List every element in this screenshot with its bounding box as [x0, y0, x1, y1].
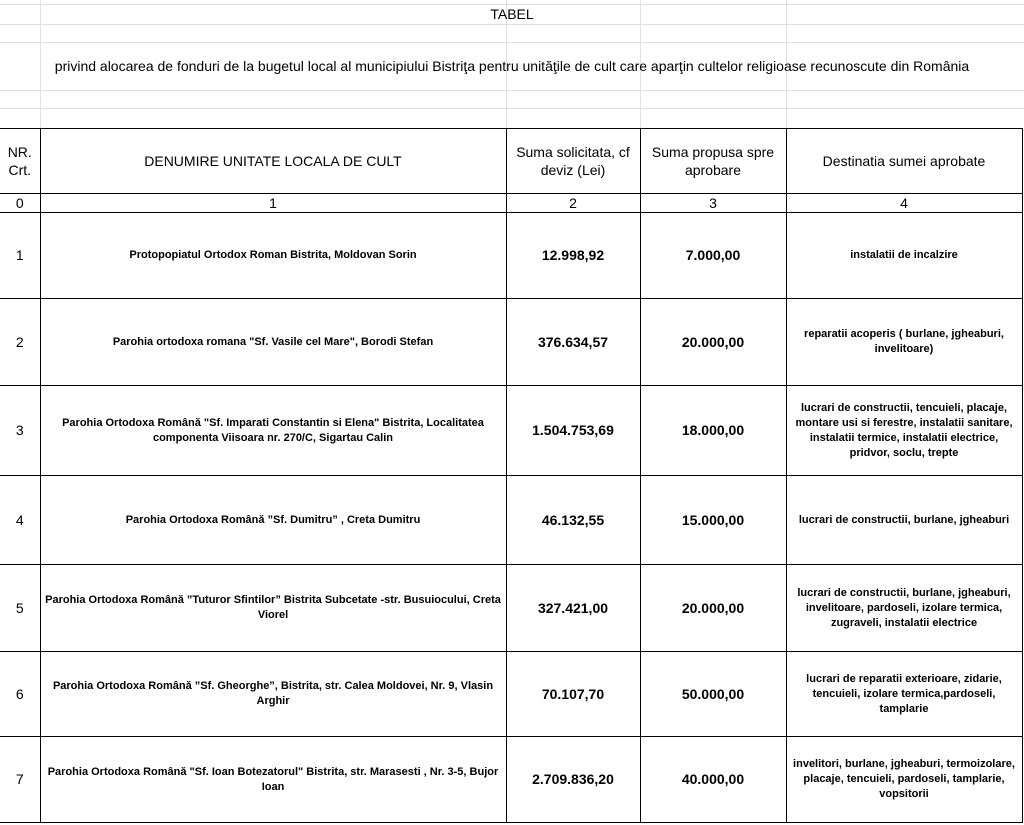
allocation-table: [0, 128, 1023, 823]
row-name: Parohia Ortodoxa Română ”Sf. Dumitru” , Creta Dumitru: [40, 476, 506, 565]
grid-line: [0, 108, 1024, 109]
row-nr: 6: [0, 652, 40, 737]
header-requested: Suma solicitata, cf deviz (Lei): [506, 129, 640, 194]
row-destination: lucrari de constructii, burlane, jgheaburi: [786, 476, 1022, 565]
row-requested: 46.132,55: [506, 476, 640, 565]
row-name: Protopopiatul Ortodox Roman Bistrita, Moldovan Sorin: [40, 213, 506, 299]
row-proposed: 18.000,00: [640, 386, 786, 476]
row-name: Parohia Ortodoxa Română ”Tuturor Sfintilor” Bistrita Subcetate -str. Busuiocului, Creta Viorel: [40, 565, 506, 652]
grid-line: [0, 90, 1024, 91]
header-nr: [0, 129, 40, 194]
header-nr-label: NR. Crt.: [7, 144, 32, 178]
row-requested: 2.709.836,20: [506, 737, 640, 823]
grid-line: [0, 4, 1024, 5]
index-cell: 0: [0, 194, 40, 213]
table-row: [0, 213, 1022, 299]
row-proposed: 20.000,00: [640, 565, 786, 652]
row-nr: 2: [0, 299, 40, 386]
index-cell: 4: [786, 194, 1022, 213]
table-row: [0, 386, 1022, 476]
row-destination: lucrari de constructii, tencuieli, placaje, montare usi si ferestre, instalatii sanitare, instalatii termice, instalatii electrice, pridvor, soclu, trepte: [786, 386, 1022, 476]
row-destination: invelitori, burlane, jgheaburi, termoizolare, placaje, tencuieli, pardoseli, tamplarie, vopsitorii: [786, 737, 1022, 823]
row-name: Parohia ortodoxa romana "Sf. Vasile cel Mare", Borodi Stefan: [40, 299, 506, 386]
header-name: DENUMIRE UNITATE LOCALA DE CULT: [40, 129, 506, 194]
row-destination: reparatii acoperis ( burlane, jgheaburi, invelitoare): [786, 299, 1022, 386]
row-proposed: 15.000,00: [640, 476, 786, 565]
index-cell: 2: [506, 194, 640, 213]
document-subtitle: privind alocarea de fonduri de la bugetul local al municipiului Bistriţa pentru unităţile de cult care aparţin cultelor religioase recunoscute din România: [54, 58, 970, 74]
row-proposed: 7.000,00: [640, 213, 786, 299]
table-header-row: [0, 129, 1022, 194]
index-cell: 1: [40, 194, 506, 213]
row-requested: 12.998,92: [506, 213, 640, 299]
row-nr: 1: [0, 213, 40, 299]
row-requested: 327.421,00: [506, 565, 640, 652]
row-destination: instalatii de incalzire: [786, 213, 1022, 299]
row-name: Parohia Ortodoxa Română "Sf. Ioan Botezatorul" Bistrita, str. Marasesti , Nr. 3-5, Bujor Ioan: [40, 737, 506, 823]
grid-line: [0, 42, 1024, 43]
row-requested: 1.504.753,69: [506, 386, 640, 476]
row-proposed: 20.000,00: [640, 299, 786, 386]
row-destination: lucrari de reparatii exterioare, zidarie, tencuieli, izolare termica,pardoseli, tamplarie: [786, 652, 1022, 737]
row-nr: 4: [0, 476, 40, 565]
table-row: [0, 652, 1022, 737]
row-destination: lucrari de constructii, burlane, jgheaburi, invelitoare, pardoseli, izolare termica, zugraveli, instalatii electrice: [786, 565, 1022, 652]
table-row: [0, 737, 1022, 823]
row-nr: 5: [0, 565, 40, 652]
document-title: TABEL: [490, 6, 534, 22]
header-proposed: Suma propusa spre aprobare: [640, 129, 786, 194]
grid-line: [0, 24, 1024, 25]
row-nr: 3: [0, 386, 40, 476]
header-destination: Destinatia sumei aprobate: [786, 129, 1022, 194]
table-row: [0, 476, 1022, 565]
table-row: [0, 565, 1022, 652]
index-cell: 3: [640, 194, 786, 213]
row-nr: 7: [0, 737, 40, 823]
row-requested: 70.107,70: [506, 652, 640, 737]
row-requested: 376.634,57: [506, 299, 640, 386]
table-row: [0, 299, 1022, 386]
row-name: Parohia Ortodoxa Română ”Sf. Gheorghe”, Bistrita, str. Calea Moldovei, Nr. 9, Vlasin Arghir: [40, 652, 506, 737]
column-index-row: [0, 194, 1022, 213]
row-proposed: 40.000,00: [640, 737, 786, 823]
row-name: Parohia Ortodoxa Română "Sf. Imparati Constantin si Elena" Bistrita, Localitatea componenta Viisoara nr. 270/C, Sigartau Calin: [40, 386, 506, 476]
row-proposed: 50.000,00: [640, 652, 786, 737]
